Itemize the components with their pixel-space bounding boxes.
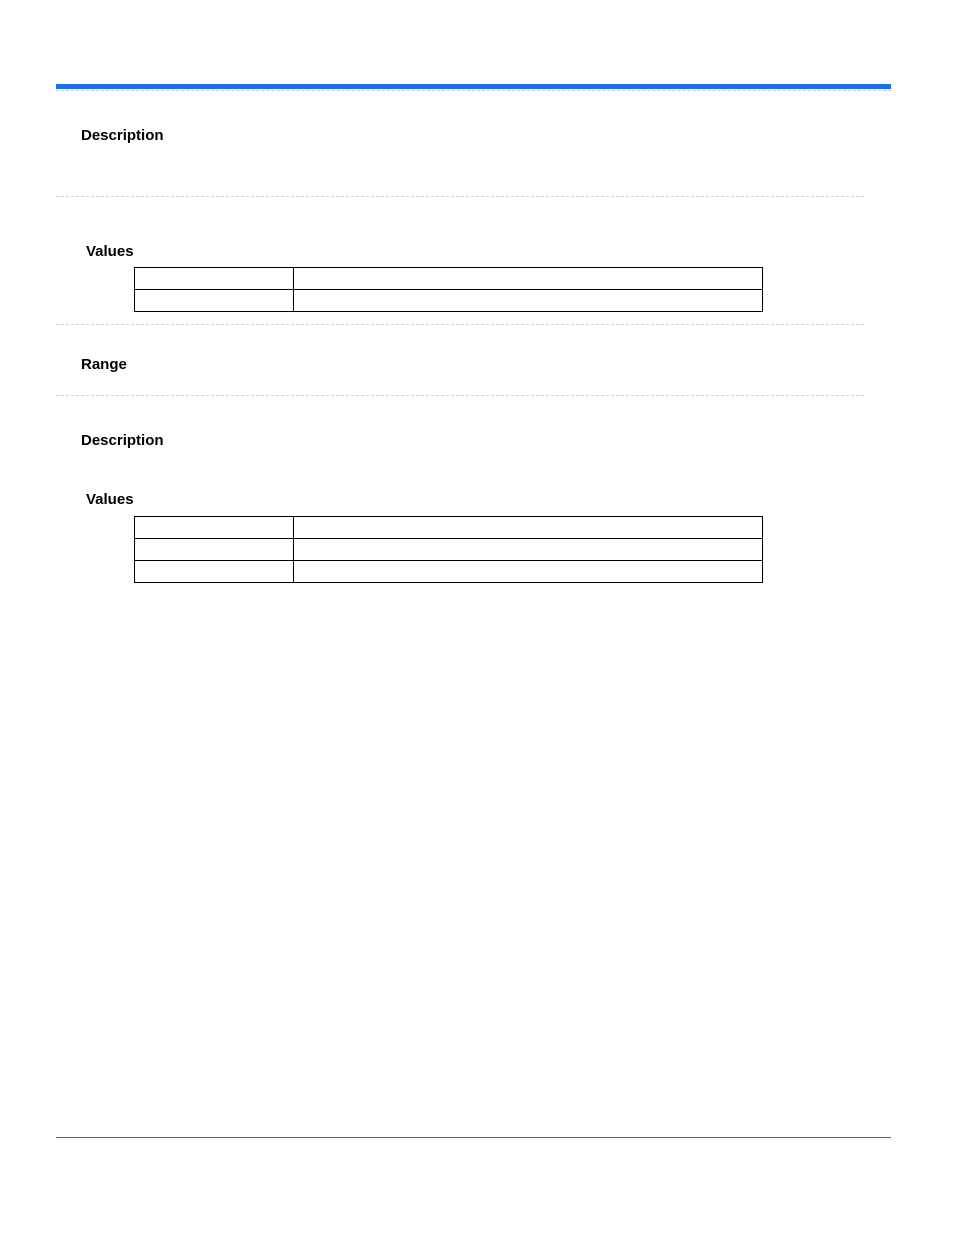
section-heading-values: Values (86, 243, 134, 260)
table-row (135, 539, 763, 561)
table-cell (294, 268, 763, 290)
section-heading-values: Values (86, 491, 134, 508)
header-rule (56, 84, 891, 89)
table-cell (135, 561, 294, 583)
table-row (135, 517, 763, 539)
table-cell (135, 539, 294, 561)
table-row (135, 561, 763, 583)
section-heading-description: Description (81, 127, 164, 144)
section-divider (56, 196, 864, 197)
table-cell (294, 290, 763, 312)
values-table (134, 516, 763, 583)
header-dashed-divider (56, 90, 891, 91)
table-cell (135, 517, 294, 539)
section-heading-range: Range (81, 356, 127, 373)
table-cell (135, 290, 294, 312)
table-cell (294, 539, 763, 561)
table-cell (135, 268, 294, 290)
section-divider (56, 324, 864, 325)
table-cell (294, 561, 763, 583)
section-heading-description: Description (81, 432, 164, 449)
table-row (135, 290, 763, 312)
table-row (135, 268, 763, 290)
section-divider (56, 395, 864, 396)
table-cell (294, 517, 763, 539)
values-table (134, 267, 763, 312)
footer-rule (56, 1137, 891, 1138)
